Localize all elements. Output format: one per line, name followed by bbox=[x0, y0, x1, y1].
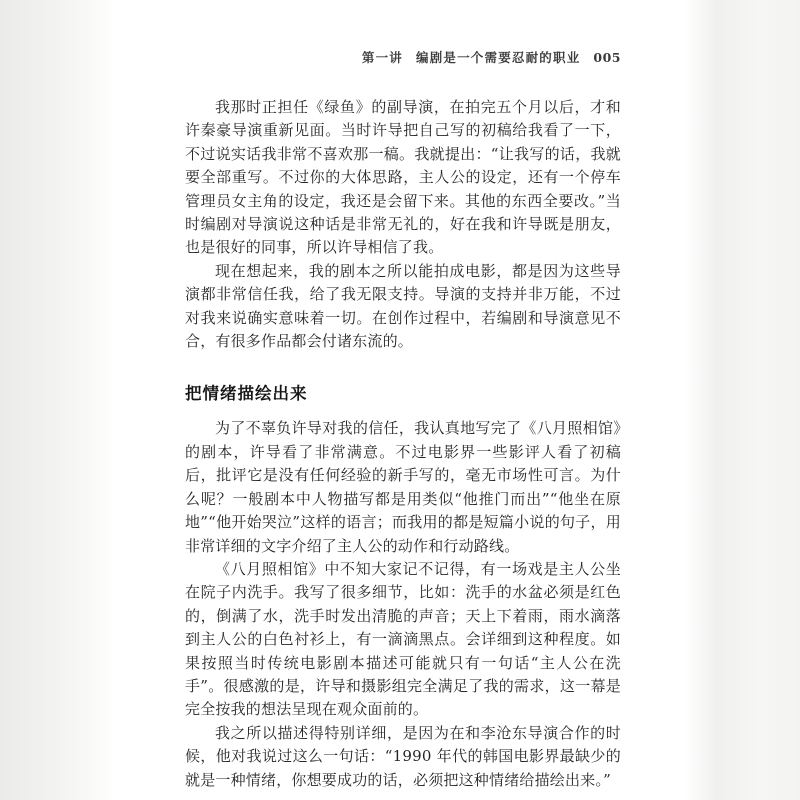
section-heading: 把情绪描绘出来 bbox=[185, 384, 308, 404]
text-column bbox=[185, 96, 621, 792]
page-right-edge-shading bbox=[685, 0, 800, 800]
page-left-edge-shading bbox=[0, 0, 113, 800]
paragraph: 为了不辜负许导对我的信任，我认真地写完了《八月照相馆》的剧本，许导看了非常满意。不过电影界一些影评人看了初稿后，批评它是没有任何经验的新手写的，毫无市场性可言。为什么呢？一般剧本中人物描写都是用类似“他推门而出”“他坐在原地”“他开始哭泣”这样的语言；而我用的都是短篇小说的句子，用非常详细的文字介绍了主人公的动作和行动路线。 bbox=[185, 419, 621, 555]
chapter-title: 编剧是一个需要忍耐的职业 bbox=[416, 50, 581, 65]
page-number: 005 bbox=[593, 50, 621, 65]
paragraph: 我之所以描述得特别详细，是因为在和李沧东导演合作的时候，他对我说过这么一句话：“1990 年代的韩国电影界最缺少的就是一种情绪，你想要成功的话，必须把这种情绪给描绘出来。” bbox=[185, 723, 621, 789]
running-header bbox=[185, 48, 621, 66]
paragraph: 《八月照相馆》中不知大家记不记得，有一场戏是主人公坐在院子内洗手。我写了很多细节，比如：洗手的水盆必须是红色的，倒满了水，洗手时发出清脆的声音；天上下着雨，雨水滴落到主人公的白色衬衫上，有一滴滴黑点。会详细到这种程度。如果按照当时传统电影剧本描述可能就只有一句话“主人公在洗手”。很感激的是，许导和摄影组完全满足了我的需求，这一幕是完全按我的想法呈现在观众面前的。 bbox=[185, 559, 621, 719]
paragraph: 我那时正担任《绿鱼》的副导演，在拍完五个月以后，才和许秦豪导演重新见面。当时许导把自己写的初稿给我看了一下，不过说实话我非常不喜欢那一稿。我就提出：“让我写的话，我就要全部重写。不过你的大体思路，主人公的设定，还有一个停车管理员女主角的设定，我还是会留下来。其他的东西全要改。”当时编剧对导演说这种话是非常无礼的，好在我和许导既是朋友，也是很好的同事，所以许导相信了我。 bbox=[185, 98, 621, 257]
chapter-label: 第一讲 bbox=[361, 50, 403, 65]
paragraph: 现在想起来，我的剧本之所以能拍成电影，都是因为这些导演都非常信任我，给了我无限支持。导演的支持并非万能，不过对我来说确实意味着一切。在创作过程中，若编剧和导演意见不合，有很多作品都会付诸东流的。 bbox=[185, 261, 621, 351]
